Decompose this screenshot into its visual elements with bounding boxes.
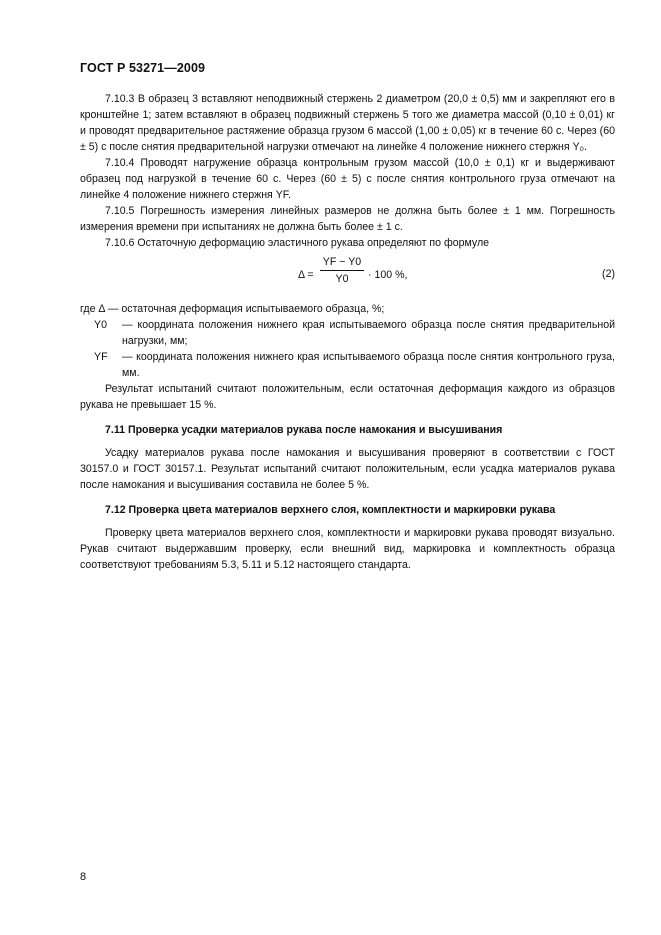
paragraph-7-10-5: 7.10.5 Погрешность измерения линейных размеров не должна быть более ± 1 мм. Погрешность измерения времени при испытаниях не должна быть более ± 1 с. (80, 205, 615, 233)
definition-yf (80, 349, 615, 381)
formula-number: (2) (602, 268, 615, 280)
section-7-12-title: 7.12 Проверка цвета материалов верхнего слоя, комплектности и маркировки рукава (105, 504, 556, 516)
result-paragraph: Результат испытаний считают положительным, если остаточная деформация каждого из образцов рукава не превышает 15 %. (80, 383, 615, 411)
where-clause: где Δ — остаточная деформация испытываемого образца, %; (80, 303, 385, 315)
formula-lhs: Δ = (298, 269, 314, 281)
page-content (80, 91, 615, 573)
formula-fraction (320, 255, 364, 286)
definition-text: — координата положения нижнего края испытываемого образца после снятия контрольного груза, мм. (122, 351, 615, 379)
section-7-11-text: Усадку материалов рукава после намокания и высушивания проверяют в соответствии с ГОСТ 30157.0 и ГОСТ 30157.1. Результат испытаний считают положительным, если усадка материалов рукава после намокания и высушивания составила не более 5 %. (80, 447, 615, 491)
paragraph-7-10-3: 7.10.3 В образец 3 вставляют неподвижный стержень 2 диаметром (20,0 ± 0,5) мм и закрепляют его в кронштейне 1; затем вставляют в образец подвижный стержень 5 того же диаметра массой (0,10 ± 0,01) кг и проводят предварительное растяжение образца грузом 6 массой (1,00 ± 0,05) кг в течение 60 с. Через (60 ± 5) с после снятия предварительной нагрузки отмечают на линейке 4 положение нижнего стержня Y₀. (80, 93, 615, 153)
section-7-11-title: 7.11 Проверка усадки материалов рукава после намокания и высушивания (105, 424, 503, 436)
formula-denominator: Y0 (335, 273, 349, 285)
definition-symbol: YF (94, 351, 108, 363)
document-header: ГОСТ Р 53271—2009 (80, 61, 206, 75)
paragraph-7-10-6: 7.10.6 Остаточную деформацию эластичного рукава определяют по формуле (105, 237, 490, 249)
formula-tail: · 100 %, (368, 269, 408, 281)
definition-text: — координата положения нижнего края испытываемого образца после снятия предварительной нагрузки, мм; (122, 319, 615, 347)
formula-numerator: YF − Y0 (320, 255, 364, 271)
definition-symbol: Y0 (94, 319, 107, 331)
definition-y0 (80, 317, 615, 349)
section-7-12-text: Проверку цвета материалов верхнего слоя, комплектности и маркировки рукава проводят визуально. Рукав считают выдержавшим проверку, если внешний вид, маркировка и комплектность образца соответствуют требованиям 5.3, 5.11 и 5.12 настоящего стандарта. (80, 527, 615, 571)
formula-2 (80, 251, 615, 301)
paragraph-7-10-4: 7.10.4 Проводят нагружение образца контрольным грузом массой (10,0 ± 0,1) кг и выдерживают образец под нагрузкой в течение 60 с. Через (60 ± 5) с после снятия контрольного груза отмечают на линейке 4 положение нижнего стержня YF. (80, 157, 615, 201)
page-number: 8 (80, 871, 87, 883)
